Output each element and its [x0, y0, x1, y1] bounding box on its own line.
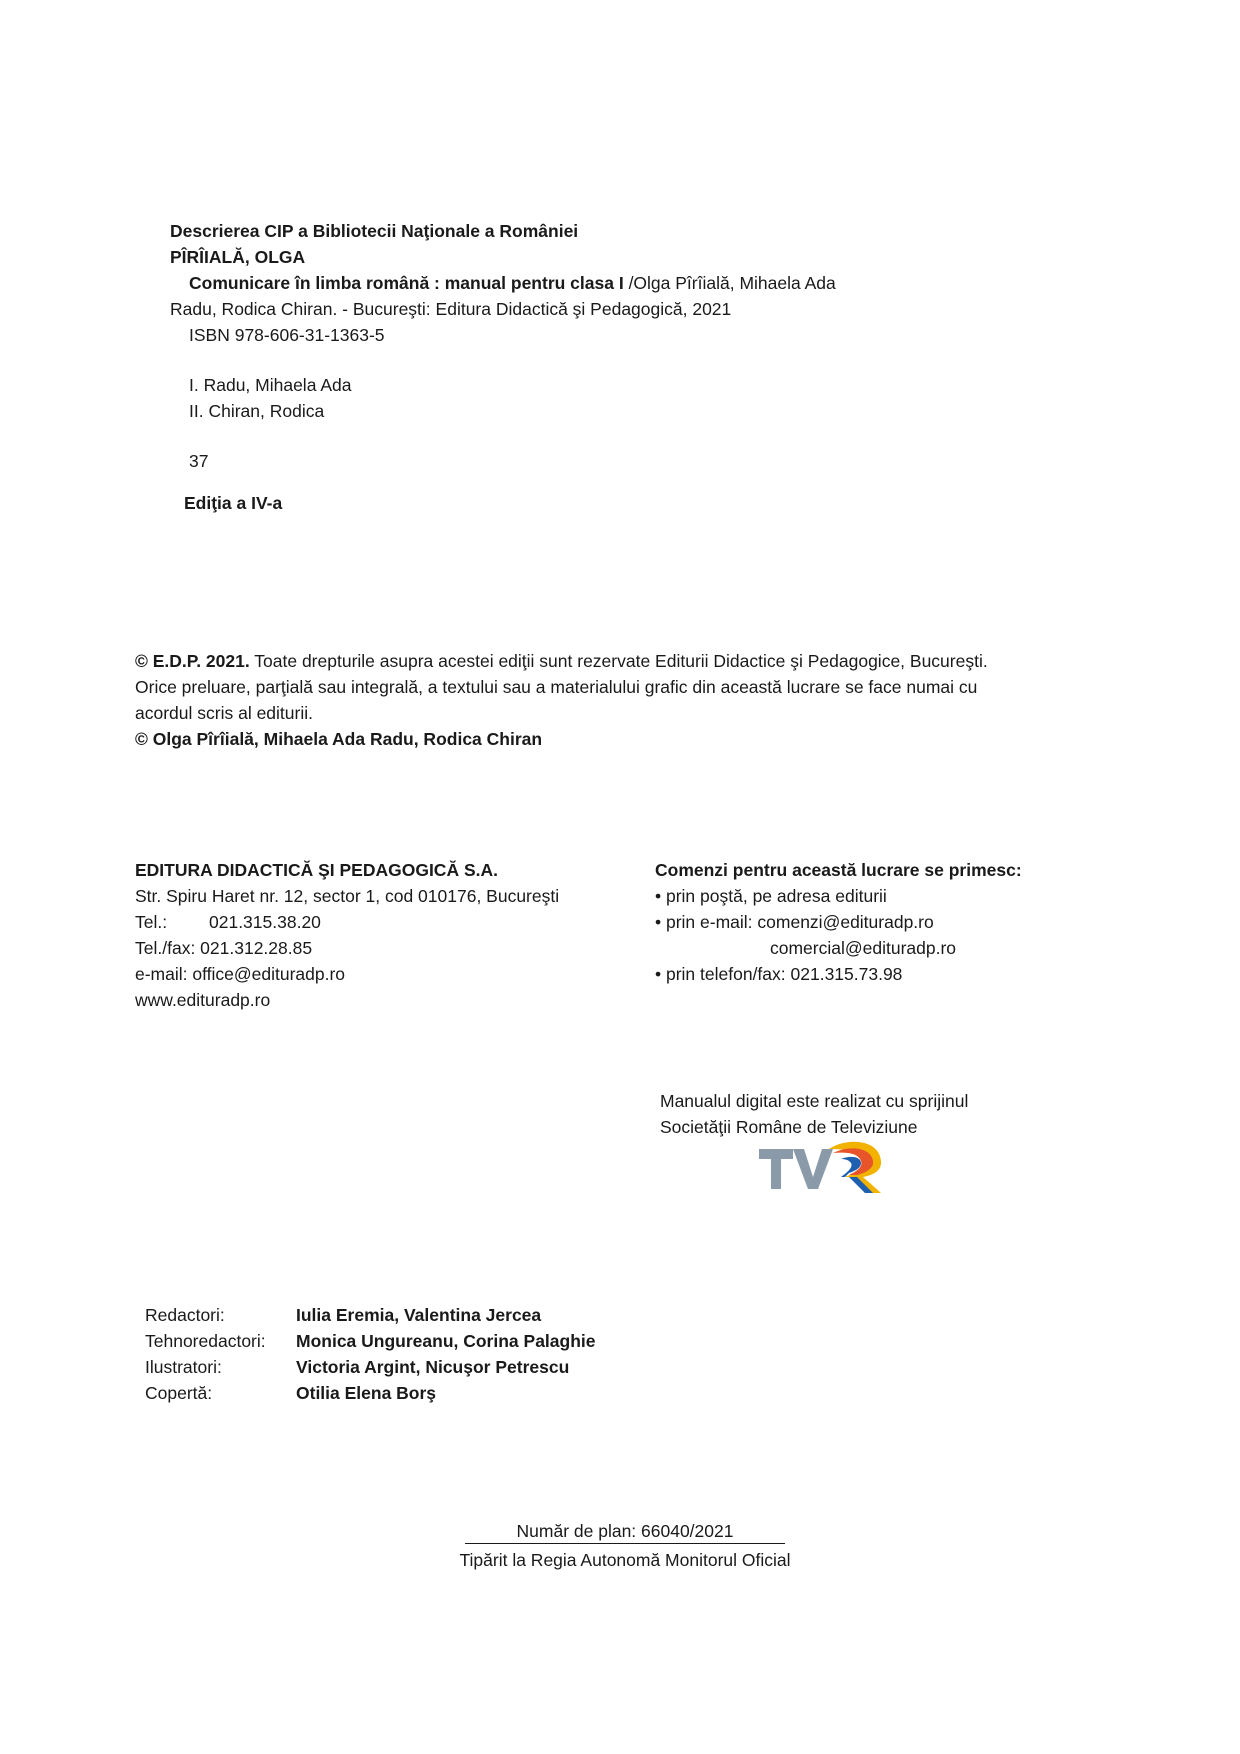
credit-names: Monica Ungureanu, Corina Palaghie	[296, 1331, 596, 1351]
credit-role: Ilustratori:	[145, 1357, 222, 1377]
cip-author: PÎRÎIALĂ, OLGA	[170, 247, 306, 267]
printer-info: Tipărit la Regia Autonomă Monitorul Oficial	[459, 1550, 791, 1570]
tel-number: 021.315.38.20	[209, 912, 321, 932]
credit-names: Iulia Eremia, Valentina Jercea	[296, 1305, 542, 1325]
cip-isbn: ISBN 978-606-31-1363-5	[189, 325, 385, 345]
cip-heading: Descrierea CIP a Bibliotecii Naţionale a României	[170, 221, 579, 241]
credit-names: Victoria Argint, Nicuşor Petrescu	[296, 1357, 570, 1377]
orders-heading: Comenzi pentru această lucrare se primesc:	[655, 860, 1022, 880]
cip-title	[170, 270, 930, 296]
orders-post: • prin poştă, pe adresa editurii	[655, 886, 887, 906]
tvr-note-line-2: Societăţii Române de Televiziune	[660, 1117, 918, 1137]
publisher-email: e-mail: office@edituradp.ro	[135, 964, 346, 984]
cip-coauthor-1: I. Radu, Mihaela Ada	[189, 375, 352, 395]
copyright-prefix: © E.D.P. 2021.	[135, 651, 250, 671]
publisher-fax: Tel./fax: 021.312.28.85	[135, 938, 313, 958]
credits-table	[145, 1302, 596, 1406]
credit-row	[145, 1380, 596, 1406]
orders-email: • prin e-mail: comenzi@edituradp.ro	[655, 912, 934, 932]
credit-row	[145, 1328, 596, 1354]
plan-number: Număr de plan: 66040/2021	[465, 1519, 785, 1544]
publisher-website: www.edituradp.ro	[135, 990, 271, 1010]
copyright-authors: © Olga Pîrîială, Mihaela Ada Radu, Rodica Chiran	[135, 729, 543, 749]
credit-row	[145, 1302, 596, 1328]
copyright-line-3: acordul scris al editurii.	[135, 703, 313, 723]
cip-title-bold: Comunicare în limba română : manual pentru clasa I	[189, 273, 624, 293]
orders-block	[655, 857, 1075, 987]
cip-title-rest: /Olga Pîrîială, Mihaela Ada	[623, 273, 836, 293]
cip-coauthor-2: II. Chiran, Rodica	[189, 401, 325, 421]
print-footer	[440, 1518, 810, 1573]
credits-block	[145, 1302, 596, 1406]
copyright-line-2: Orice preluare, parţială sau integrală, a textului sau a materialului grafic din această lucrare se face numai cu	[135, 677, 978, 697]
credit-role: Tehnoredactori:	[145, 1331, 266, 1351]
credit-role: Redactori:	[145, 1305, 225, 1325]
tel-label: Tel.:	[135, 912, 168, 932]
credit-row	[145, 1354, 596, 1380]
credit-role: Copertă:	[145, 1383, 213, 1403]
edition: Ediţia a IV-a	[184, 493, 283, 513]
publisher-address: Str. Spiru Haret nr. 12, sector 1, cod 010176, Bucureşti	[135, 886, 560, 906]
publisher-tel	[135, 909, 635, 935]
credit-names: Otilia Elena Borş	[296, 1383, 437, 1403]
cip-classification: 37	[189, 451, 209, 471]
cip-block	[170, 218, 930, 516]
publisher-block	[135, 857, 635, 1013]
tvr-note-line-1: Manualul digital este realizat cu sprijinul	[660, 1091, 969, 1111]
copyright-block	[135, 648, 1095, 752]
tvr-logo-graphic	[757, 1135, 885, 1197]
copyright-line-1	[135, 648, 1095, 674]
tvr-note	[660, 1088, 1060, 1140]
orders-phone: • prin telefon/fax: 021.315.73.98	[655, 964, 903, 984]
cip-title-cont: Radu, Rodica Chiran. - Bucureşti: Editura Didactică şi Pedagogică, 2021	[170, 299, 732, 319]
publisher-name: EDITURA DIDACTICĂ ŞI PEDAGOGICĂ S.A.	[135, 860, 498, 880]
tvr-logo	[757, 1135, 885, 1197]
copyright-line-1-rest: Toate drepturile asupra acestei ediţii sunt rezervate Editurii Didactice şi Pedagogice, Bucureşti.	[249, 651, 988, 671]
orders-email-2: comercial@edituradp.ro	[770, 938, 957, 958]
